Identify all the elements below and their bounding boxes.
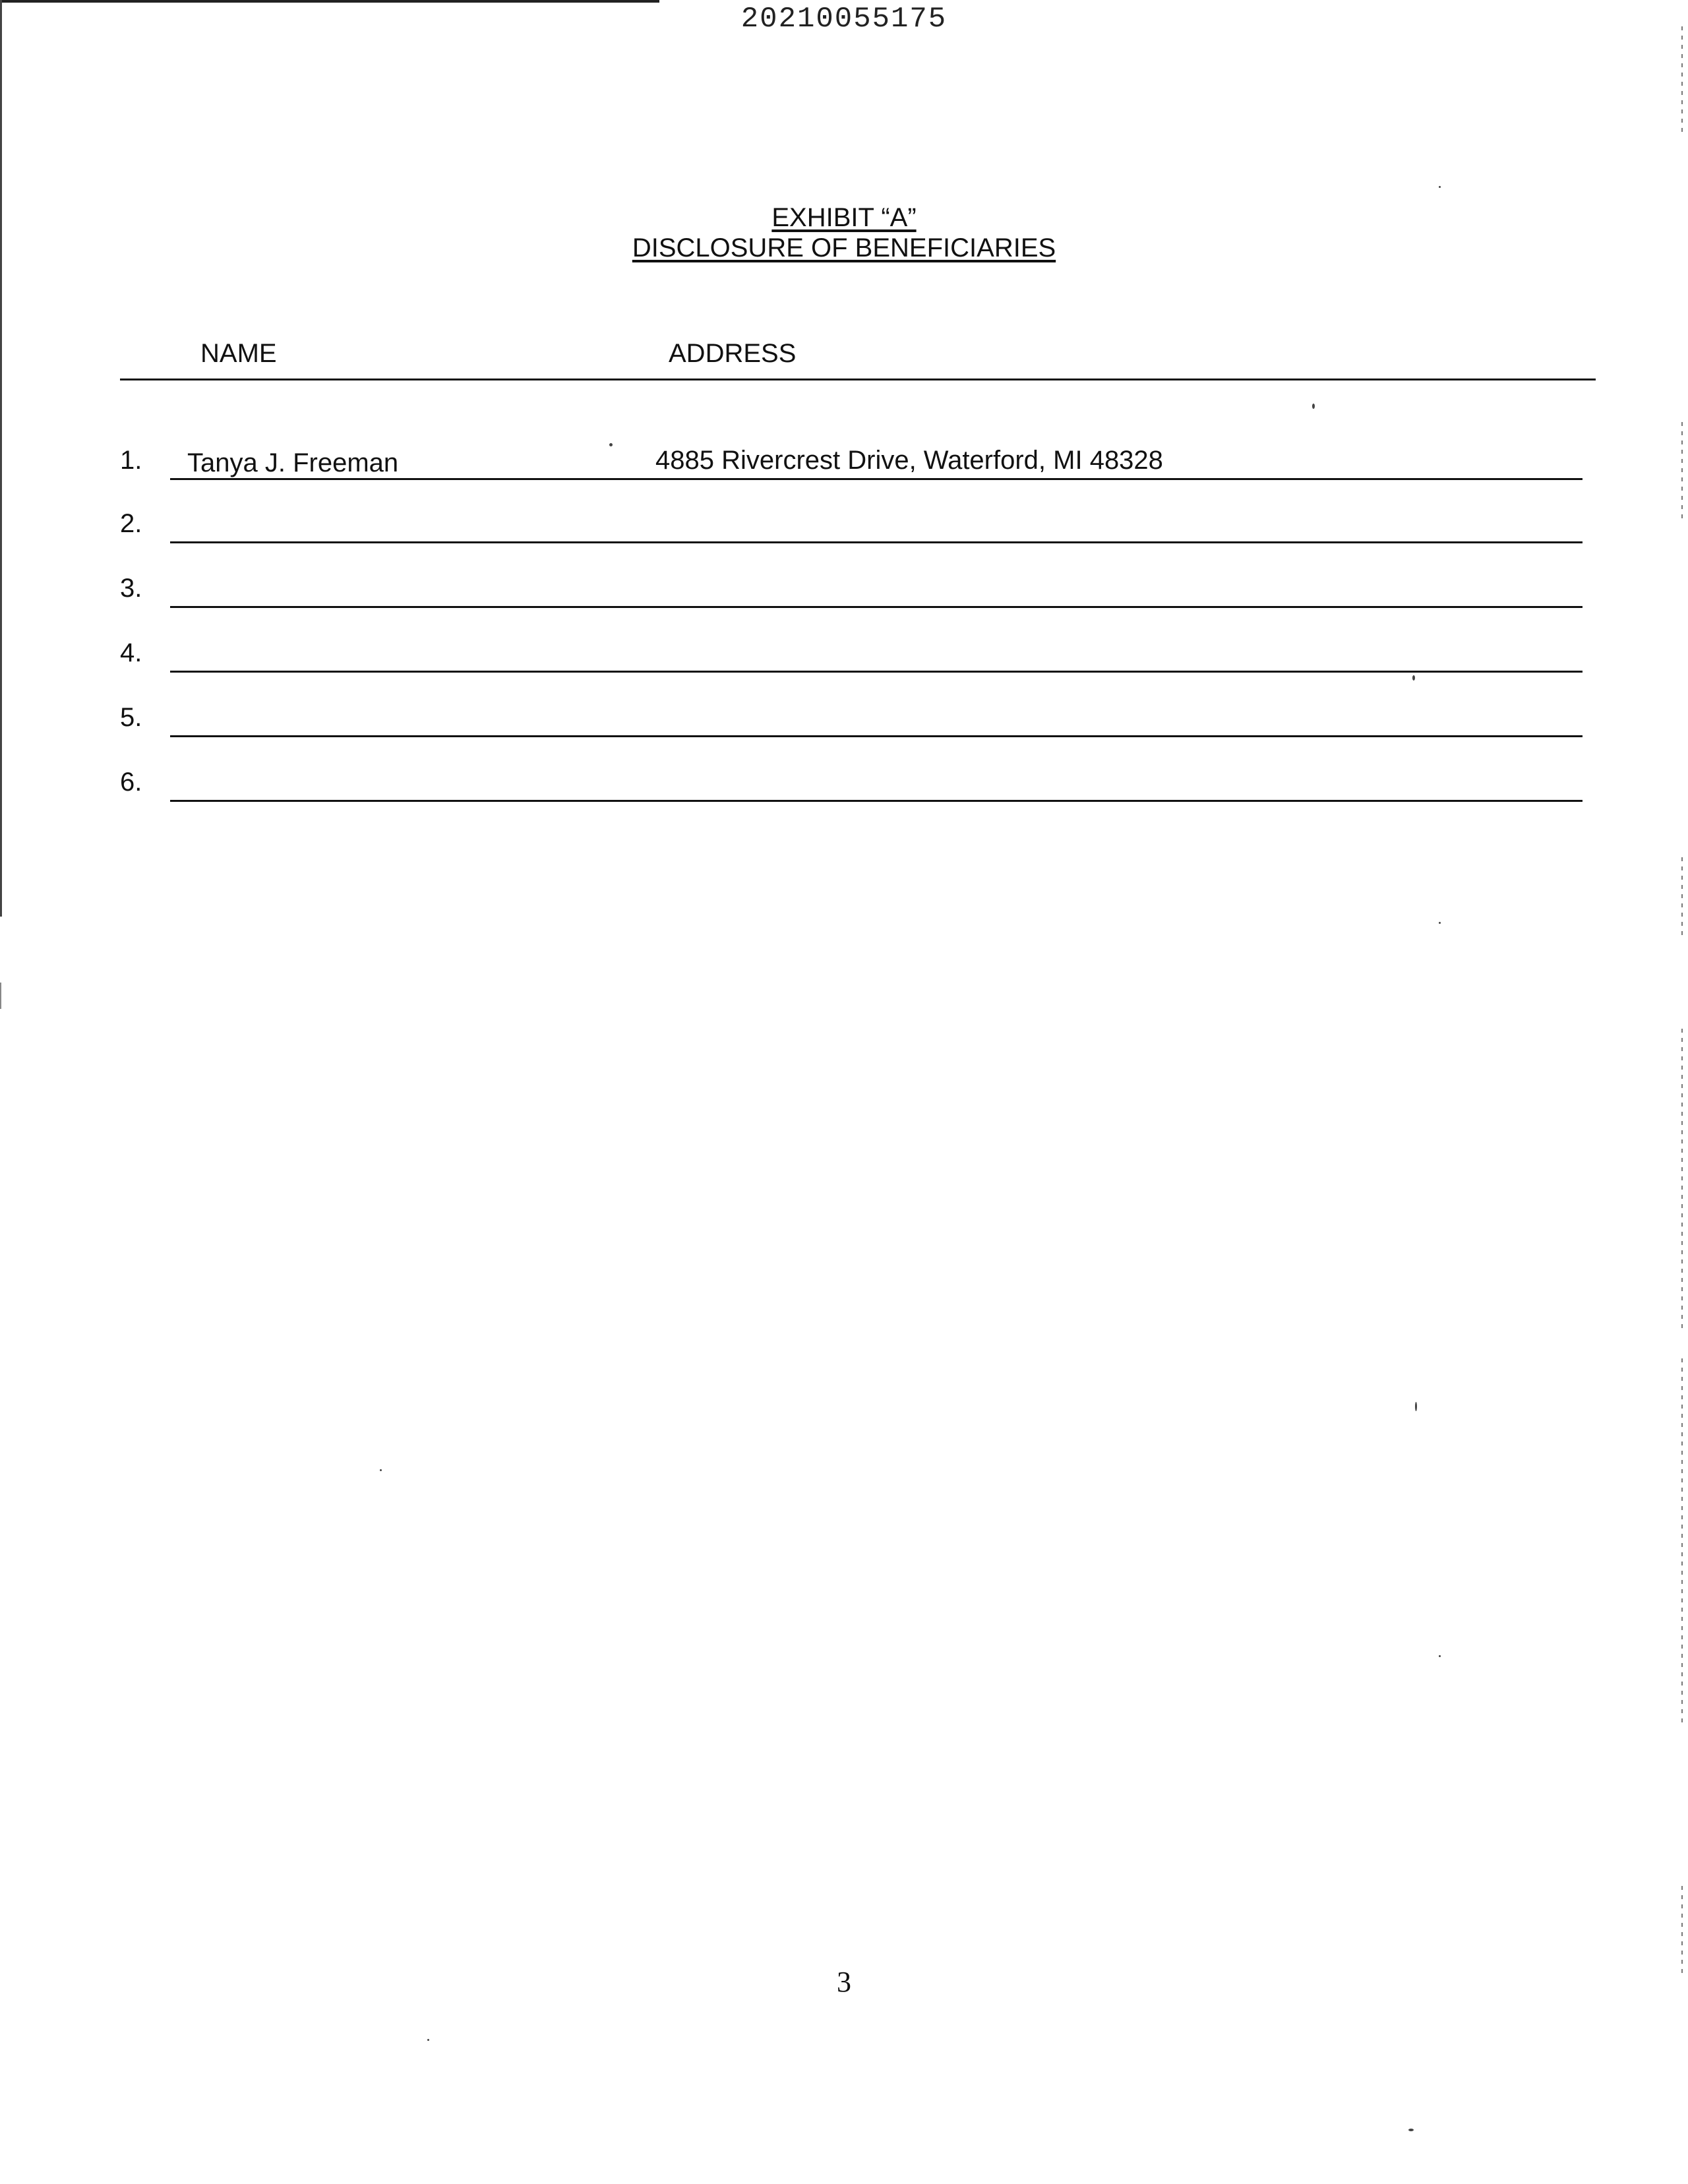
entry-line [170, 735, 1582, 737]
scan-edge-artifact [1681, 1358, 1683, 1728]
scan-speck [1439, 922, 1441, 924]
beneficiary-address: 4885 Rivercrest Drive, Waterford, MI 48328 [655, 446, 1163, 475]
beneficiary-row [120, 568, 1582, 608]
scan-speck [427, 2039, 429, 2041]
beneficiary-name: Tanya J. Freeman [187, 448, 399, 477]
row-number: 4. [120, 638, 142, 667]
scan-edge-artifact [1681, 857, 1683, 936]
scan-edge-artifact [0, 0, 2, 917]
scan-edge-artifact [1681, 26, 1683, 132]
scan-speck [1439, 1655, 1441, 1657]
scan-speck [1415, 1402, 1417, 1411]
beneficiary-row [120, 762, 1582, 802]
scan-edge-artifact [1681, 422, 1683, 521]
scan-speck [1412, 675, 1415, 681]
page-number: 3 [837, 1966, 851, 1998]
row-number: 6. [120, 768, 142, 797]
entry-line [170, 606, 1582, 608]
beneficiary-row [120, 698, 1582, 737]
row-number: 1. [120, 446, 142, 475]
scan-edge-artifact [0, 983, 1, 1009]
document-number: 20210055175 [740, 3, 948, 36]
beneficiary-row [120, 633, 1582, 673]
scan-speck [1408, 2129, 1414, 2131]
address-column-header: ADDRESS [669, 339, 797, 368]
row-number: 5. [120, 703, 142, 732]
entry-line [170, 671, 1582, 673]
row-number: 3. [120, 574, 142, 603]
scan-edge-artifact [1681, 1886, 1683, 1978]
name-column-header: NAME [200, 339, 277, 368]
beneficiary-row [120, 504, 1582, 543]
entry-line [170, 541, 1582, 543]
scan-speck [1312, 404, 1315, 409]
entry-line [170, 478, 1582, 480]
beneficiary-row [120, 440, 1582, 480]
exhibit-subtitle: DISCLOSURE OF BENEFICIARIES [632, 233, 1056, 262]
row-number: 2. [120, 509, 142, 538]
entry-line [170, 800, 1582, 802]
exhibit-title: EXHIBIT “A” [771, 203, 917, 232]
header-divider [120, 379, 1596, 380]
scan-edge-artifact [1681, 1029, 1683, 1332]
scan-speck [1439, 186, 1441, 188]
scan-speck [380, 1469, 382, 1471]
